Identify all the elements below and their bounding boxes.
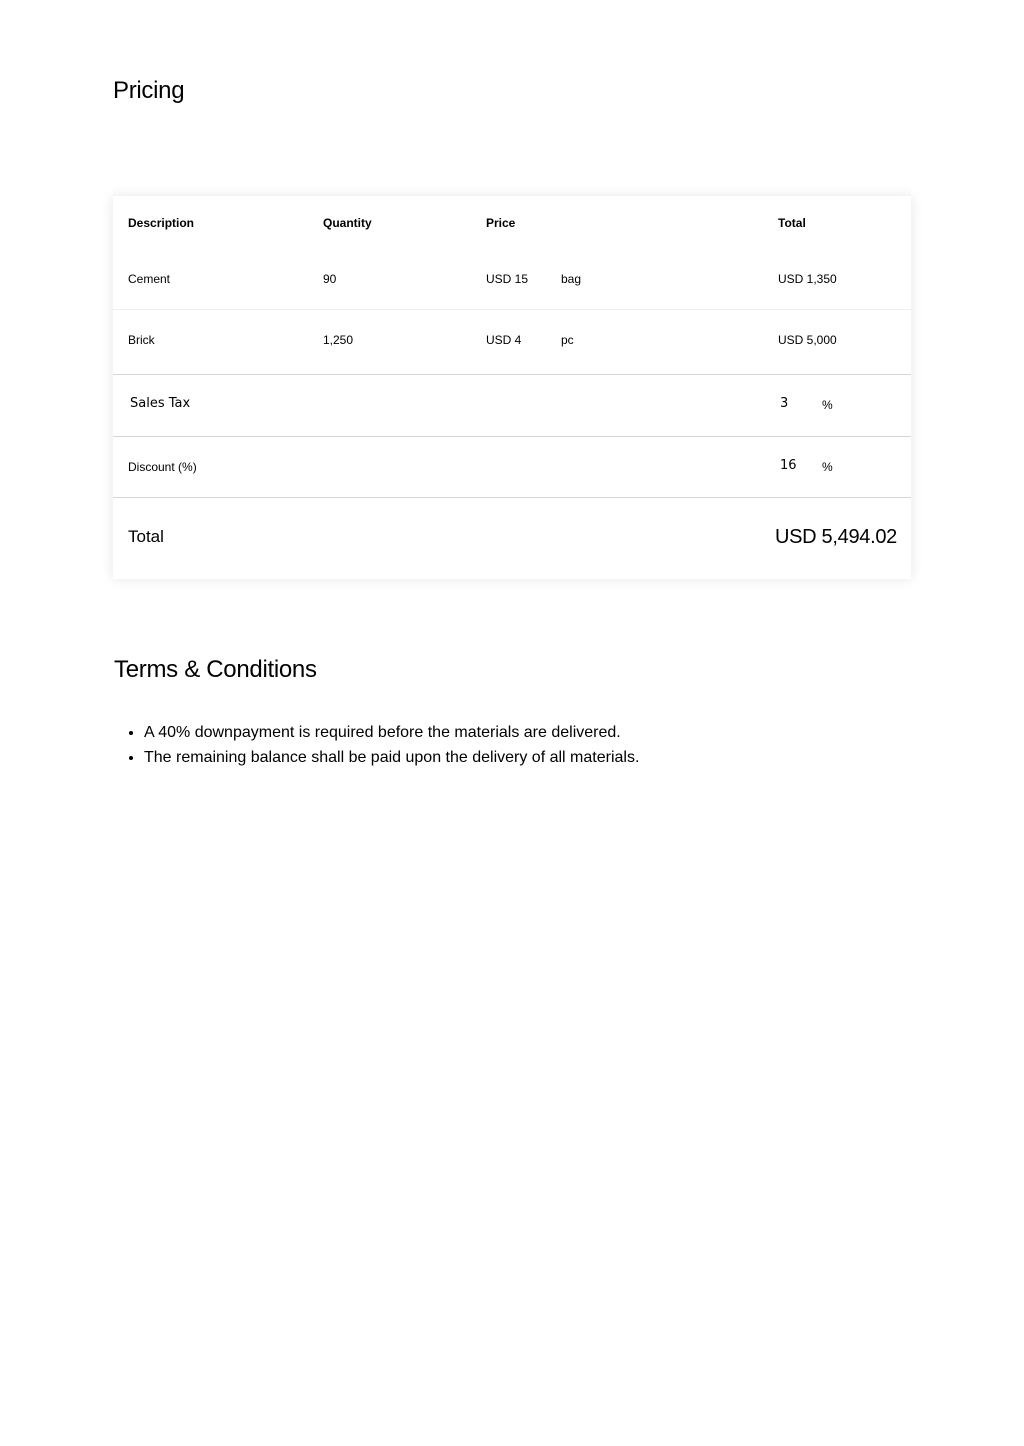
item-quantity: 1,250 — [323, 333, 354, 347]
header-total: Total — [778, 216, 806, 230]
item-total: USD 1,350 — [778, 272, 837, 286]
grand-total-amount: USD 5,494.02 — [774, 526, 897, 548]
discount-row — [113, 436, 911, 498]
item-price: USD 4 — [486, 333, 522, 347]
sales-tax-unit: % — [822, 398, 833, 412]
header-price: Price — [486, 216, 516, 230]
pricing-table — [113, 196, 911, 579]
terms-list — [114, 720, 639, 770]
item-unit: pc — [561, 333, 574, 347]
sales-tax-row — [113, 374, 911, 436]
terms-title: Terms & Conditions — [114, 656, 317, 683]
item-unit: bag — [561, 272, 582, 286]
discount-unit: % — [822, 460, 833, 474]
item-total: USD 5,000 — [778, 333, 837, 347]
grand-total-row — [113, 498, 911, 579]
item-description: Cement — [128, 272, 171, 286]
item-description: Brick — [128, 333, 155, 347]
table-row — [113, 252, 911, 310]
table-header-row — [113, 196, 911, 252]
table-row — [113, 313, 911, 374]
pricing-title: Pricing — [113, 77, 185, 104]
sales-tax-value: 3 — [780, 396, 789, 411]
grand-total-label: Total — [128, 527, 164, 546]
item-quantity: 90 — [323, 272, 337, 286]
header-quantity: Quantity — [323, 216, 372, 230]
header-description: Description — [128, 216, 195, 230]
item-price: USD 15 — [486, 272, 529, 286]
list-item: • A 40% downpayment is required before the materials are delivered. — [144, 720, 639, 745]
discount-label: Discount (%) — [128, 460, 197, 474]
sales-tax-label: Sales Tax — [130, 396, 191, 411]
list-item: • The remaining balance shall be paid upon the delivery of all materials. — [144, 745, 639, 770]
discount-value: 16 — [780, 458, 797, 473]
